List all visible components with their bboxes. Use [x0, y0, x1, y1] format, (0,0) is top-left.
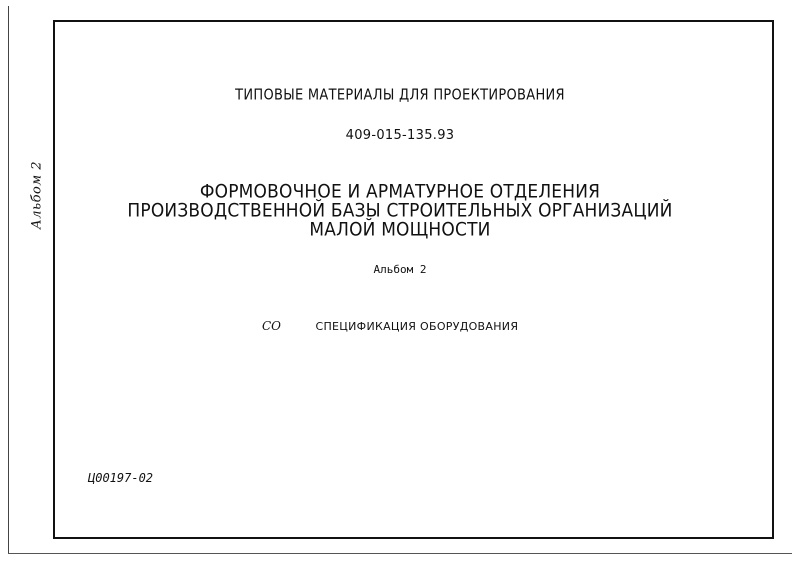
section-name: СПЕЦИФИКАЦИЯ ОБОРУДОВАНИЯ: [315, 320, 519, 333]
main-title-line-3: МАЛОЙ МОЩНОСТИ: [309, 218, 491, 242]
document-number: 409-015-135.93: [345, 128, 455, 143]
section-code: СО: [262, 319, 282, 333]
section-row: [262, 319, 518, 333]
main-title: [0, 180, 800, 242]
inventory-number: Ц00197-02: [88, 471, 154, 485]
album-label: Альбом 2: [373, 263, 427, 276]
series-title: ТИПОВЫЕ МАТЕРИАЛЫ ДЛЯ ПРОЕКТИРОВАНИЯ: [235, 86, 565, 105]
outer-bottom-edge-line: [8, 553, 792, 554]
main-title-line-1: ФОРМОВОЧНОЕ И АРМАТУРНОЕ ОТДЕЛЕНИЯ: [199, 180, 601, 204]
main-title-line-2: ПРОИЗВОДСТВЕННОЙ БАЗЫ СТРОИТЕЛЬНЫХ ОРГАНИЗАЦИЙ: [127, 199, 673, 223]
side-album-label: Альбом 2: [29, 160, 45, 230]
